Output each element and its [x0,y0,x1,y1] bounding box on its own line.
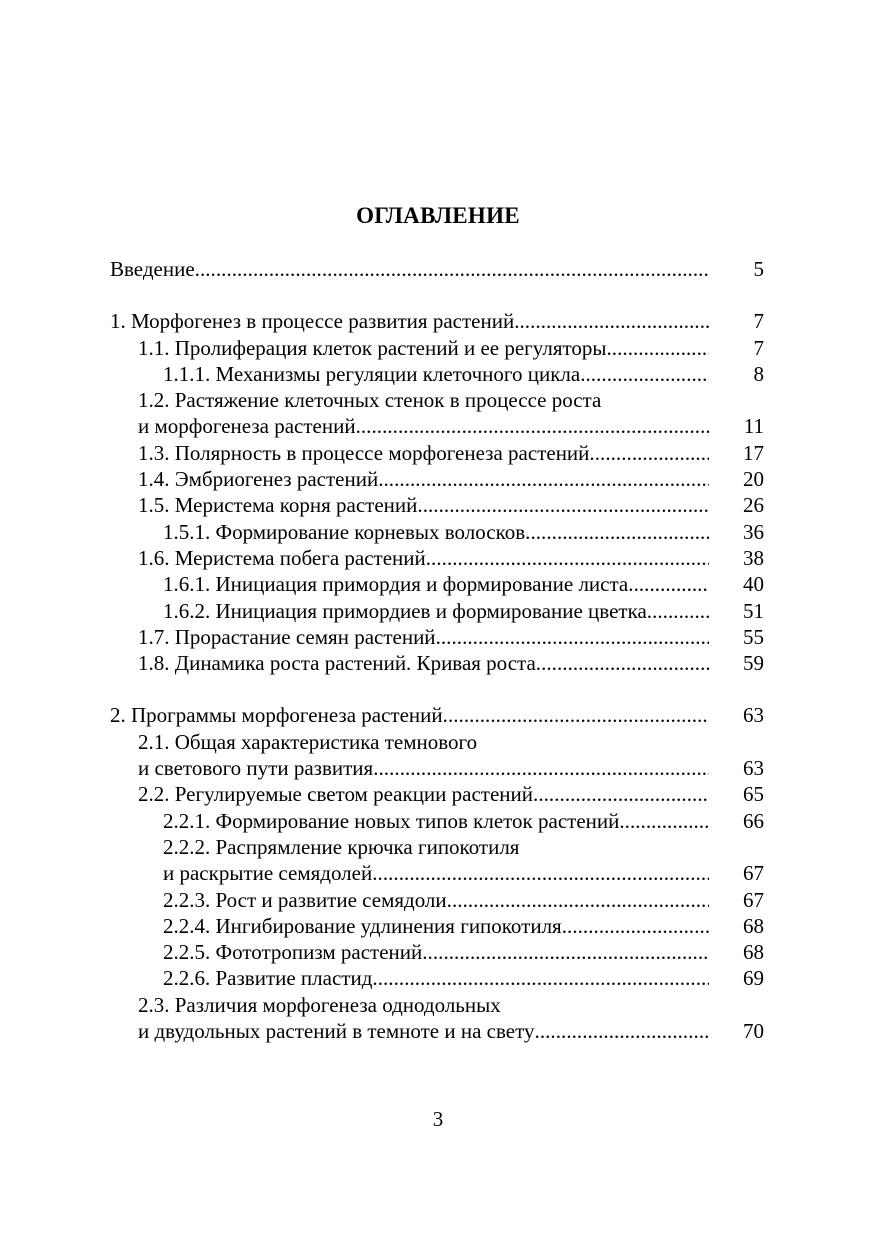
toc-entry-title: 1.1. Пролиферация клеток растений и ее регуляторы [138,335,607,360]
toc-entry-title: 1.4. Эмбриогенез растений [138,467,379,492]
toc-entry[interactable] [0,624,876,650]
toc-page-number: 65 [743,782,764,807]
toc-entry-title: 2.2.3. Рост и развитие семядоли [163,887,447,912]
toc-entry[interactable] [0,519,876,545]
toc-entry-title: 1. Морфогенез в процессе развития растений [110,309,515,334]
toc-page-number: 63 [743,703,764,728]
toc-page-number: 66 [743,808,764,833]
toc-page-number: 69 [743,966,764,991]
toc-page-number: 55 [743,624,764,649]
toc-entry[interactable] [0,860,876,886]
toc-page-number: 11 [743,414,764,439]
toc-page-number: 38 [743,545,764,570]
toc-entry-title: 1.1.1. Механизмы регуляции клеточного цикла [163,361,581,386]
toc-entry[interactable] [0,729,876,755]
toc-entry[interactable] [0,361,876,387]
toc-page-number: 51 [743,598,764,623]
toc-entry[interactable] [0,571,876,597]
toc-page-number: 8 [753,361,764,386]
toc-entry[interactable] [0,335,876,361]
toc-page-number: 17 [743,440,764,465]
toc-entry-title: 2.3. Различия морфогенеза однодольных [138,992,501,1017]
toc-page-number: 7 [753,335,764,360]
toc-entry-title: и раскрытие семядолей [163,861,373,886]
toc-entry-title: 1.8. Динамика роста растений. Кривая роста [138,651,536,676]
toc-entry[interactable] [0,466,876,492]
toc-entry[interactable] [0,387,876,413]
toc-page-number: 20 [743,467,764,492]
toc-entry-title: Введение [110,257,195,281]
toc-entry[interactable] [0,650,876,676]
table-of-contents [0,256,876,1044]
toc-entry-title: 1.3. Полярность в процессе морфогенеза растений [138,440,590,465]
toc-entry-title: 1.6.1. Инициация примордия и формирование листа [163,572,629,597]
toc-entry-title: и светового пути развития [138,756,374,781]
toc-entry-title: 1.5. Меристема корня растений [138,493,418,518]
toc-entry-title: 2.2.5. Фототропизм растений [163,940,423,965]
toc-page-number: 59 [743,651,764,676]
toc-page-number: 67 [743,887,764,912]
toc-page-number: 36 [743,519,764,544]
toc-entry[interactable] [0,413,876,439]
toc-entry[interactable] [0,702,876,728]
toc-entry[interactable] [0,992,876,1018]
toc-entry-title: и морфогенеза растений [138,414,356,439]
toc-entry[interactable] [0,965,876,991]
toc-entry[interactable] [0,755,876,781]
toc-page-number: 70 [743,1019,764,1044]
toc-entry[interactable] [0,781,876,807]
toc-entry-title: 2. Программы морфогенеза растений [110,703,443,728]
toc-entry[interactable] [0,256,876,282]
toc-entry[interactable] [0,545,876,571]
toc-entry-title: 2.2.6. Развитие пластид [163,966,373,991]
toc-entry[interactable] [0,1018,876,1044]
toc-entry[interactable] [0,440,876,466]
toc-entry[interactable] [0,939,876,965]
toc-entry-title: и двудольных растений в темноте и на свету [138,1019,535,1044]
toc-entry[interactable] [0,598,876,624]
toc-entry[interactable] [0,887,876,913]
toc-page-number: 67 [743,861,764,886]
toc-title: ОГЛАВЛЕНИЕ [356,203,520,228]
page-number: 3 [432,1107,444,1131]
toc-page-number: 7 [753,309,764,334]
toc-page-number: 63 [743,756,764,781]
toc-entry-title: 1.6. Меристема побега растений [138,545,426,570]
toc-page-number: 40 [743,572,764,597]
toc-entry[interactable] [0,492,876,518]
toc-entry[interactable] [0,913,876,939]
toc-page-number: 26 [743,493,764,518]
toc-entry-title: 2.2.1. Формирование новых типов клеток растений [163,808,620,833]
toc-entry-title: 2.1. Общая характеристика темнового [138,729,478,754]
toc-entry-title: 1.7. Прорастание семян растений [138,624,436,649]
toc-entry-title: 2.2.4. Ингибирование удлинения гипокотиля [163,913,562,938]
toc-entry-title: 1.5.1. Формирование корневых волосков [163,519,526,544]
toc-page-number: 5 [753,257,764,281]
toc-page-number: 68 [743,940,764,965]
toc-entry-title: 1.2. Растяжение клеточных стенок в процессе роста [138,388,602,413]
toc-entry-title: 2.2. Регулируемые светом реакции растений [138,782,534,807]
toc-entry-title: 1.6.2. Инициация примордиев и формирование цветка [163,598,647,623]
toc-entry[interactable] [0,834,876,860]
toc-entry[interactable] [0,308,876,334]
toc-entry[interactable] [0,808,876,834]
toc-page-number: 68 [743,913,764,938]
toc-entry-title: 2.2.2. Распрямление крючка гипокотиля [163,834,520,859]
